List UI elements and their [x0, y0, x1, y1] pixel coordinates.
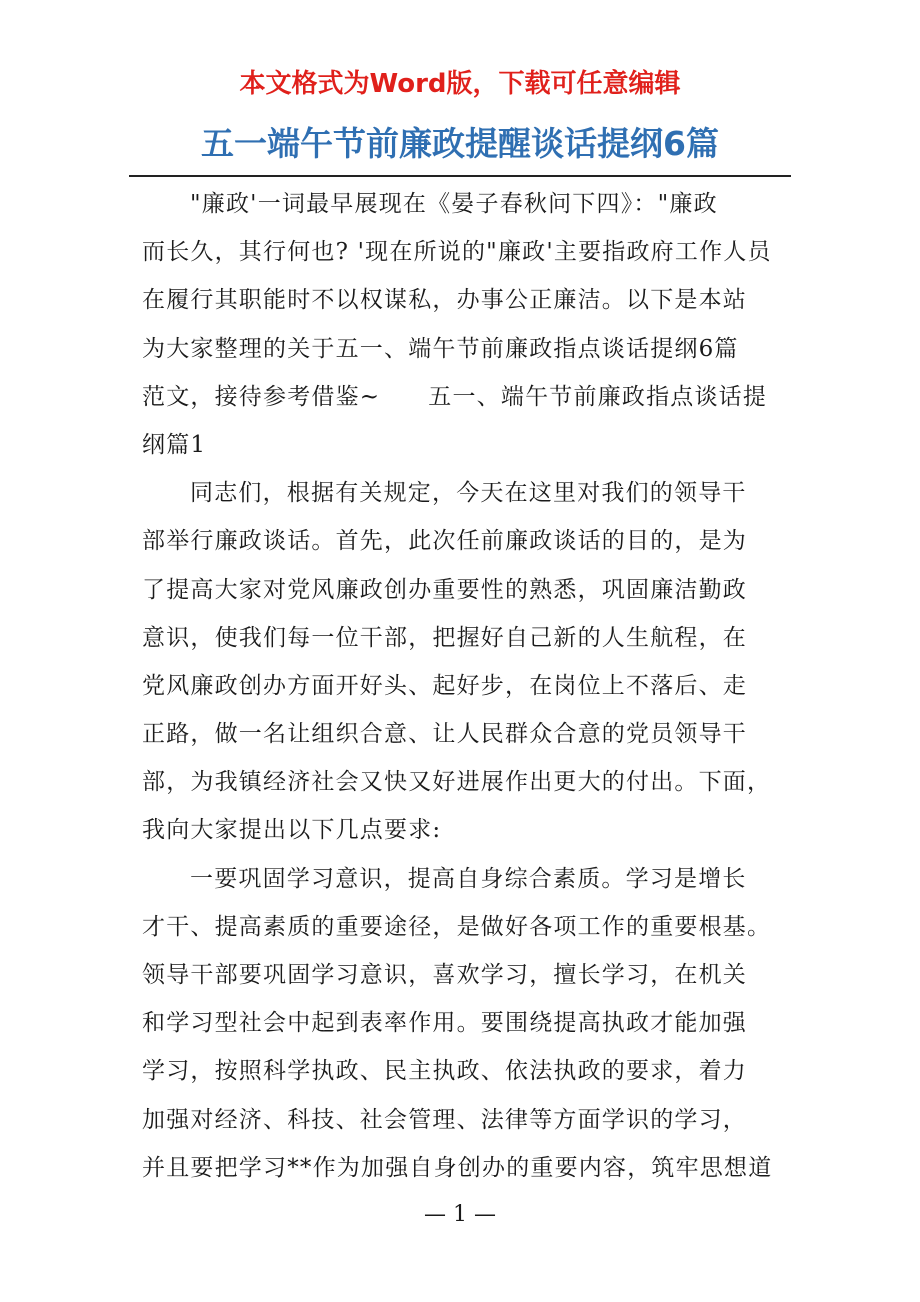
paragraph-line: 党风廉政创办方面开好头、起好步，在岗位上不落后、走 — [142, 672, 747, 699]
document-title: 五一端午节前廉政提醒谈话提纲6篇 — [201, 124, 719, 163]
format-notice-banner: 本文格式为Word版，下载可任意编辑 — [239, 69, 681, 99]
paragraph-line: 我向大家提出以下几点要求: — [142, 817, 442, 844]
paragraph-line: 加强对经济、科技、社会管理、法律等方面学识的学习， — [142, 1106, 747, 1133]
page-number: — 1 — — [424, 1202, 496, 1227]
paragraph-line: 才干、提高素质的重要途径，是做好各项工作的重要根基。 — [142, 913, 772, 940]
paragraph-line: 意识，使我们每一位干部，把握好自己新的人生航程，在 — [142, 624, 747, 651]
paragraph-line: 一要巩固学习意识，提高自身综合素质。学习是增长 — [190, 865, 747, 892]
intro-line: 纲篇1 — [142, 431, 207, 458]
intro-line: "廉政'一词最早展现在《晏子春秋问下四》："廉政 — [190, 191, 718, 217]
title-divider — [129, 175, 791, 177]
paragraph-line: 部举行廉政谈话。首先，此次任前廉政谈话的目的，是为 — [142, 528, 747, 555]
paragraph-line: 并且要把学习**作为加强自身创办的重要内容，筑牢思想道 — [142, 1154, 773, 1181]
paragraph-line: 领导干部要巩固学习意识，喜欢学习，擅长学习，在机关 — [142, 962, 747, 988]
document-body — [142, 180, 782, 1192]
intro-line: 而长久，其行何也? '现在所说的"廉政'主要指政府工作人员 — [142, 239, 772, 266]
paragraph-line: 同志们，根据有关规定，今天在这里对我们的领导干 — [190, 480, 747, 507]
paragraph-line: 学习，按照科学执政、民主执政、依法执政的要求，着力 — [142, 1058, 747, 1085]
paragraph-line: 和学习型社会中起到表率作用。要围绕提高执政才能加强 — [142, 1010, 747, 1037]
paragraph-line: 部，为我镇经济社会又快又好进展作出更大的付出。下面， — [142, 769, 772, 796]
intro-line: 为大家整理的关于五一、端午节前廉政指点谈话提纲6篇 — [142, 335, 739, 362]
intro-line: 范文，接待参考借鉴~ 五一、端午节前廉政指点谈话提 — [142, 383, 768, 410]
intro-line: 在履行其职能时不以权谋私，办事公正廉洁。以下是本站 — [142, 287, 747, 314]
paragraph-line: 正路，做一名让组织合意、让人民群众合意的党员领导干 — [142, 721, 747, 748]
paragraph-line: 了提高大家对党风廉政创办重要性的熟悉，巩固廉洁勤政 — [142, 576, 747, 603]
